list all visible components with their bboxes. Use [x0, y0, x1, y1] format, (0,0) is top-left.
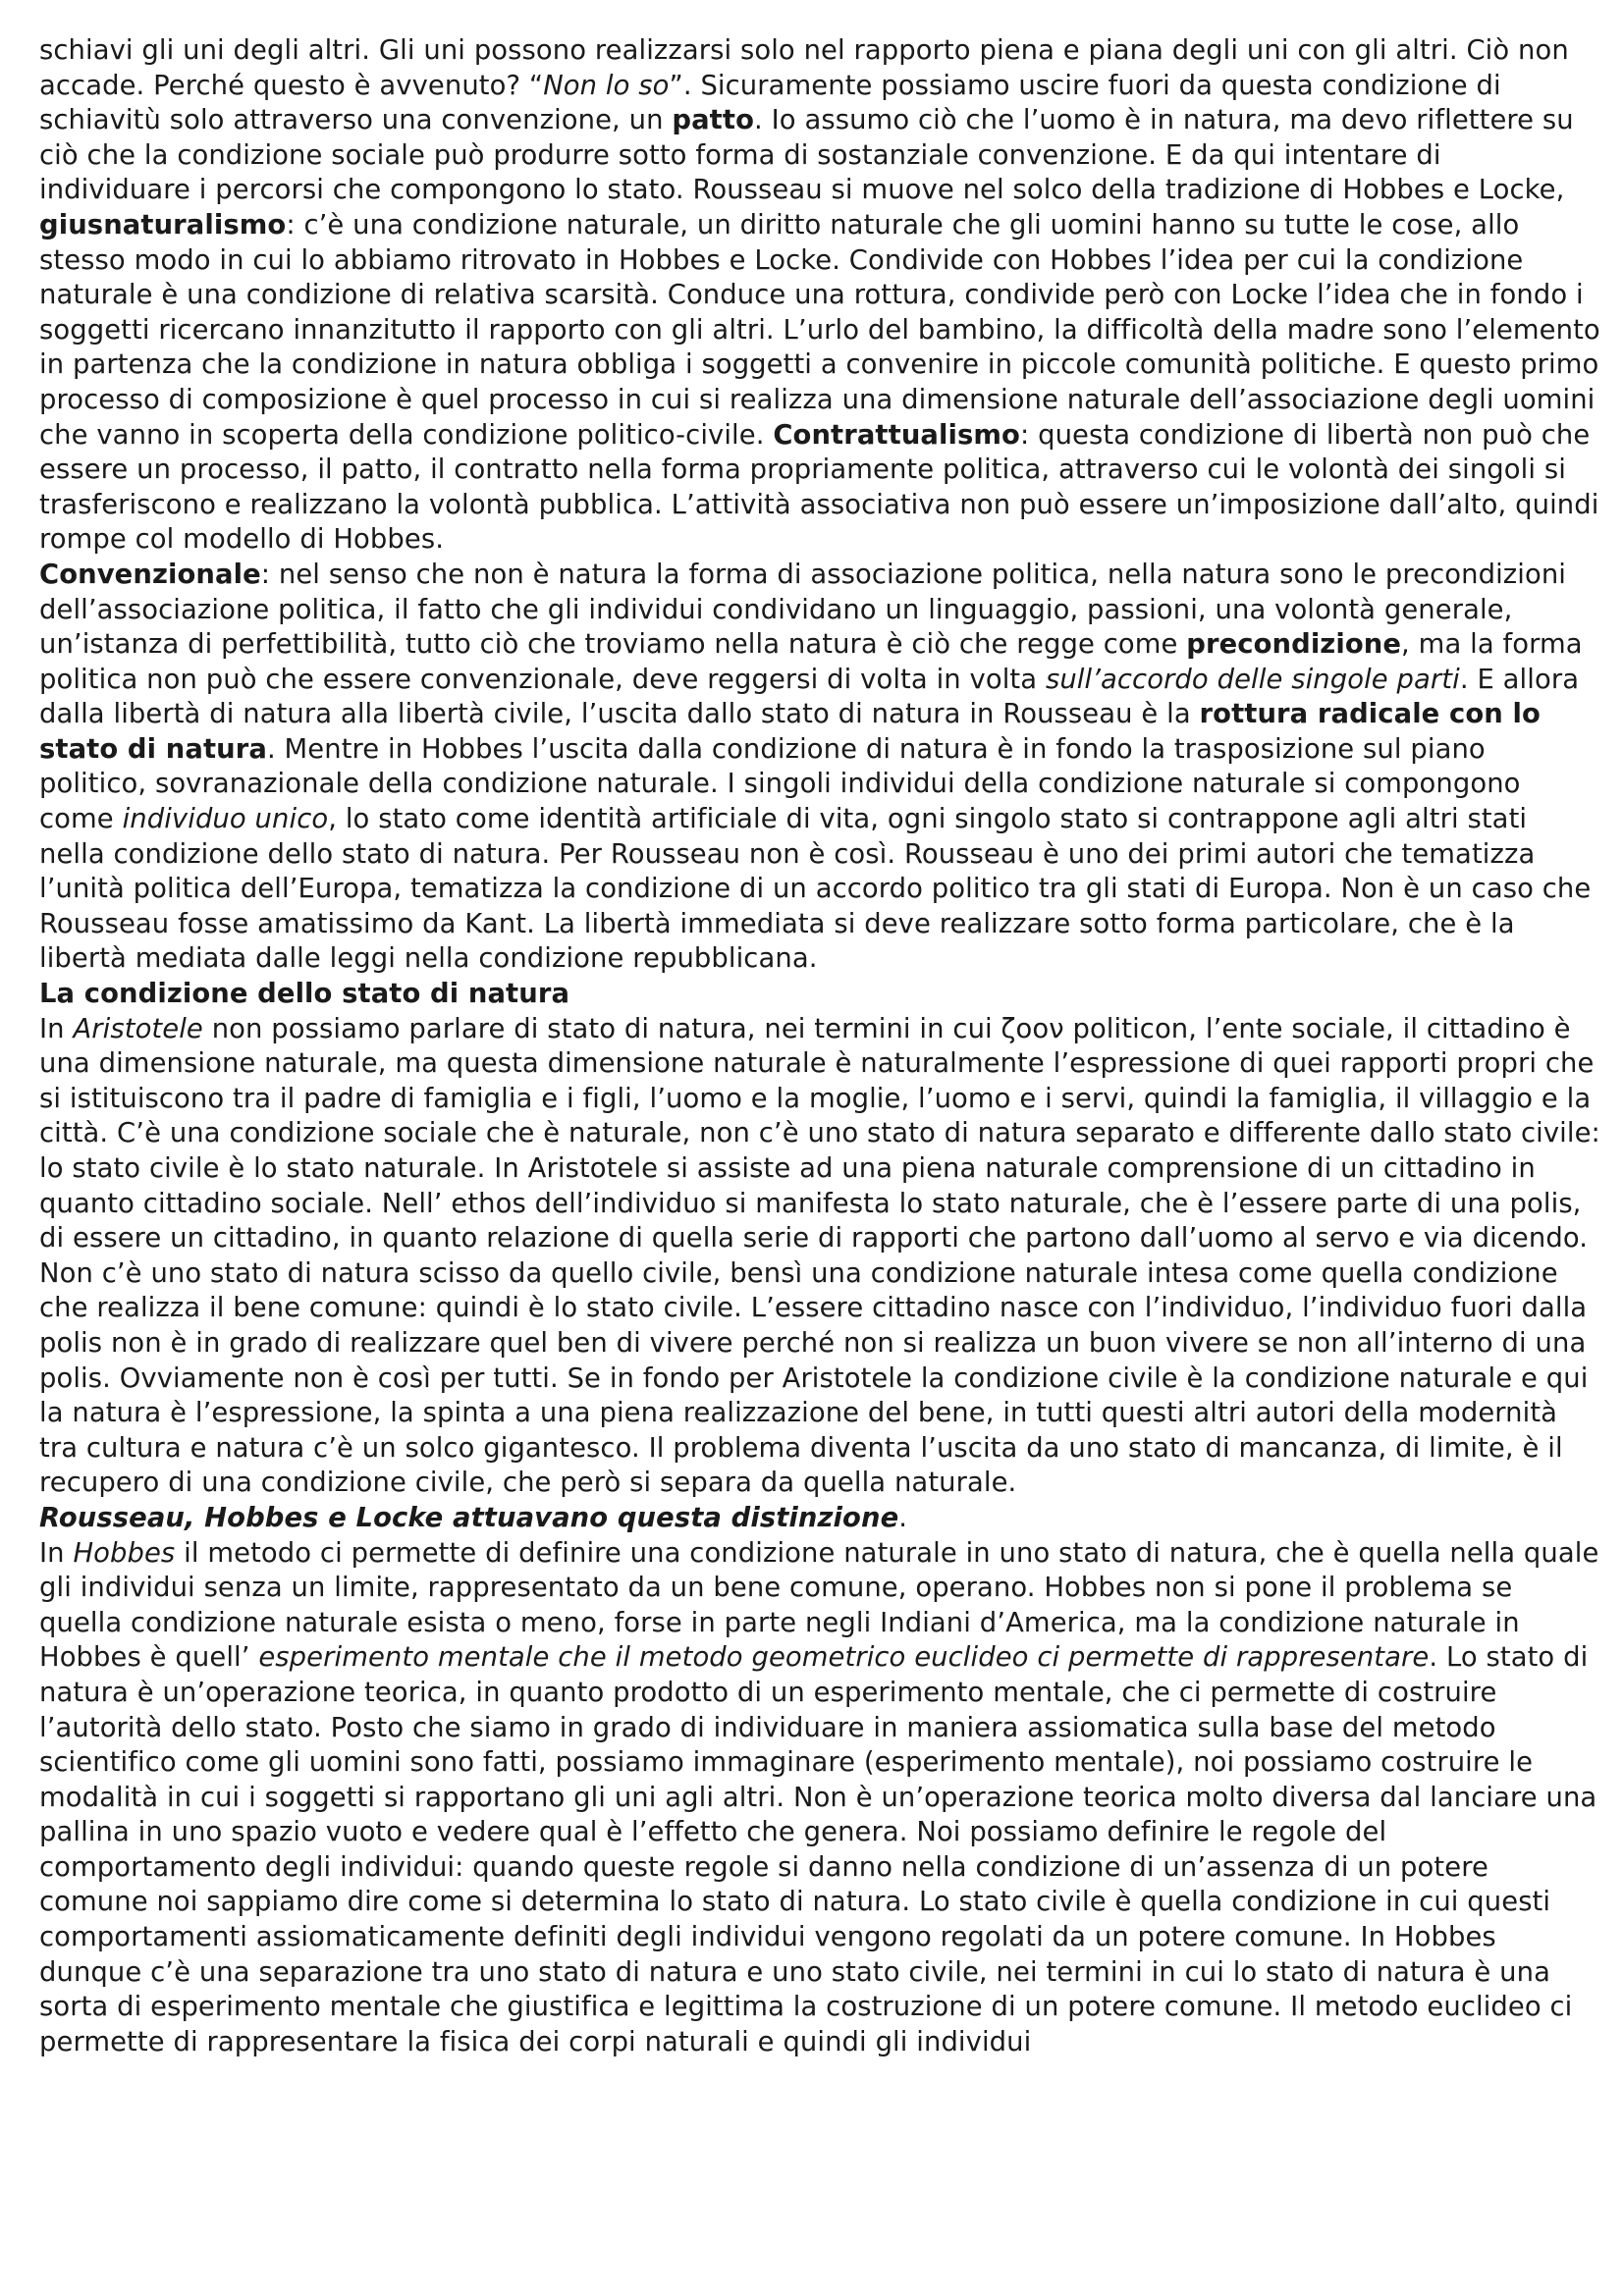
emphasis-text: individuo unico: [122, 804, 329, 835]
emphasis-text: esperimento mentale che il metodo geometrico euclideo ci permette di rappresentare: [258, 1642, 1430, 1674]
emphasis-text: Hobbes: [73, 1537, 176, 1569]
emphasis-text: Convenzionale: [39, 559, 261, 590]
paragraph: [39, 1536, 1600, 2060]
text-run: : questa condizione di libertà non può che essere un processo, il patto, il contratto nella forma propriamente politica, attraverso cui le volontà dei singoli si trasferiscono e realizzano la volontà pubblica. L’attività associativa non può essere un’imposizione dall’alto, quindi rompe col modello di Hobbes.: [39, 419, 1599, 556]
emphasis-text: Aristotele: [73, 1013, 203, 1044]
text-run: : c’è una condizione naturale, un diritto naturale che gli uomini hanno su tutte le cose, allo stesso modo in cui lo abbiamo ritrovato in Hobbes e Locke. Condivide con Hobbes l’idea per cui la condizione naturale è una condizione di relativa scarsità. Conduce una rottura, condivide però con Locke l’idea che in fondo i soggetti ricercano innanzitutto il rapporto con gli altri. L’urlo del bambino, la difficoltà della madre sono l’elemento in partenza che la condizione in natura obbliga i soggetti a convenire in piccole comunità politiche. E questo primo processo di composizione è quel processo in cui si realizza una dimensione naturale dell’associazione degli uomini che vanno in scoperta della condizione politico-civile.: [39, 209, 1600, 451]
text-run: ”. Sicuramente possiamo uscire fuori da questa condizione di schiavitù solo attraverso una convenzione, un: [39, 70, 1501, 136]
emphasis-text: rottura radicale con lo stato di natura: [39, 699, 1541, 765]
paragraph: [39, 558, 1600, 977]
text-run: non possiamo parlare di stato di natura, nei termini in cui ζοον politicon, l’ente sociale, il cittadino è una dimensione naturale, ma questa dimensione naturale è naturalmente l’espressione di quei rapporti propri che si istituiscono tra il padre di famiglia e i figli, l’uomo e la moglie, l’uomo e i servi, quindi la famiglia, il villaggio e la città. C’è una condizione sociale che è naturale, non c’è uno stato di natura separato e differente dallo stato civile: lo stato civile è lo stato naturale. In Aristotele si assiste ad una piena naturale comprensione di un cittadino in quanto cittadino sociale. Nell’ ethos dell’individuo si manifesta lo stato naturale, che è l’essere parte di una polis, di essere un cittadino, in quanto relazione di quella serie di rapporti che partono dall’uomo al servo e via dicendo. Non c’è uno stato di natura scisso da quello civile, bensì una condizione naturale intesa come quella condizione che realizza il bene comune: quindi è lo stato civile. L’essere cittadino nasce con l’individuo, l’individuo fuori dalla polis non è in grado di realizzare quel ben di vivere perché non si realizza un buon vivere se non all’interno di una polis. Ovviamente non è così per tutti. Se in fondo per Aristotele la condizione civile è la condizione naturale e qui la natura è l’espressione, la spinta a una piena realizzazione del bene, in tutti questi altri autori della modernità tra cultura e natura c’è un solco gigantesco. Il problema diventa l’uscita da uno stato di mancanza, di limite, è il recupero di una condizione civile, che però si separa da quella naturale.: [39, 1013, 1600, 1499]
emphasis-text: sull’accordo delle singole parti: [1045, 664, 1460, 695]
text-run: . Io assumo ciò che l’uomo è in natura, ma devo riflettere su ciò che la condizione sociale può produrre sotto forma di sostanziale convenzione. E da qui intentare di individuare i percorsi che compongono lo stato. Rousseau si muove nel solco della tradizione di Hobbes e Locke,: [39, 105, 1574, 206]
text-run: : nel senso che non è natura la forma di associazione politica, nella natura sono le precondizioni dell’associazione politica, il fatto che gli individui condividano un linguaggio, passioni, una volontà generale, un’istanza di perfettibilità, tutto ciò che troviamo nella natura è ciò che regge come: [39, 559, 1567, 661]
text-run: , ma la forma politica non può che essere convenzionale, deve reggersi di volta in volta: [39, 629, 1583, 695]
emphasis-text: Rousseau, Hobbes e Locke attuavano questa distinzione: [39, 1502, 899, 1533]
text-run: . E allora dalla libertà di natura alla libertà civile, l’uscita dallo stato di natura in Rousseau è la: [39, 664, 1580, 730]
text-run: .: [898, 1502, 908, 1533]
paragraph: [39, 1501, 1600, 1536]
text-run: La condizione dello stato di natura: [39, 979, 570, 1010]
text-run: . Mentre in Hobbes l’uscita dalla condizione di natura è in fondo la trasposizione sul piano politico, sovranazionale della condizione naturale. I singoli individui della condizione naturale si compongono come: [39, 733, 1521, 835]
text-run: schiavi gli uni degli altri. Gli uni possono realizzarsi solo nel rapporto piena e piana degli uni con gli altri. Ciò non accade. Perché questo è avvenuto? “: [39, 35, 1569, 101]
text-run: il metodo ci permette di definire una condizione naturale in uno stato di natura, che è quella nella quale gli individui senza un limite, rappresentato da un bene comune, operano. Hobbes non si pone il problema se quella condizione naturale esista o meno, forse in parte negli Indiani d’America, ma la condizione naturale in Hobbes è quell’: [39, 1537, 1599, 1674]
section-heading: [39, 977, 1600, 1012]
emphasis-text: Contrattualismo: [773, 419, 1020, 451]
emphasis-text: precondizione: [1186, 629, 1402, 661]
text-run: In: [39, 1537, 74, 1569]
paragraph: [39, 1012, 1600, 1501]
text-run: In: [39, 1013, 74, 1044]
emphasis-text: patto: [672, 105, 754, 136]
paragraph: [39, 33, 1600, 558]
text-run: , lo stato come identità artificiale di vita, ogni singolo stato si contrappone agli altri stati nella condizione dello stato di natura. Per Rousseau non è così. Rousseau è uno dei primi autori che tematizza l’unità politica dell’Europa, tematizza la condizione di un accordo politico tra gli stati di Europa. Non è un caso che Rousseau fosse amatissimo da Kant. La libertà immediata si deve realizzare sotto forma particolare, che è la libertà mediata dalle leggi nella condizione repubblicana.: [39, 804, 1592, 975]
emphasis-text: giusnaturalismo: [39, 209, 287, 240]
document-page: [39, 33, 1600, 2059]
emphasis-text: Non lo so: [543, 70, 670, 101]
text-run: . Lo stato di natura è un’operazione teorica, in quanto prodotto di un esperimento mentale, che ci permette di costruire l’autorità dello stato. Posto che siamo in grado di individuare in maniera assiomatica sulla base del metodo scientifico come gli uomini sono fatti, possiamo immaginare (esperimento mentale), noi possiamo costruire le modalità in cui i soggetti si rapportano gli uni agli altri. Non è un’operazione teorica molto diversa dal lanciare una pallina in uno spazio vuoto e vedere qual è l’effetto che genera. Noi possiamo definire le regole del comportamento degli individui: quando queste regole si danno nella condizione di un’assenza di un potere comune noi sappiamo dire come si determina lo stato di natura. Lo stato civile è quella condizione in cui questi comportamenti assiomaticamente definiti degli individui vengono regolati da un potere comune. In Hobbes dunque c’è una separazione tra uno stato di natura e uno stato civile, nei termini in cui lo stato di natura è una sorta di esperimento mentale che giustifica e legittima la costruzione di un potere comune. Il metodo euclideo ci permette di rappresentare la fisica dei corpi naturali e quindi gli individui: [39, 1642, 1597, 2057]
